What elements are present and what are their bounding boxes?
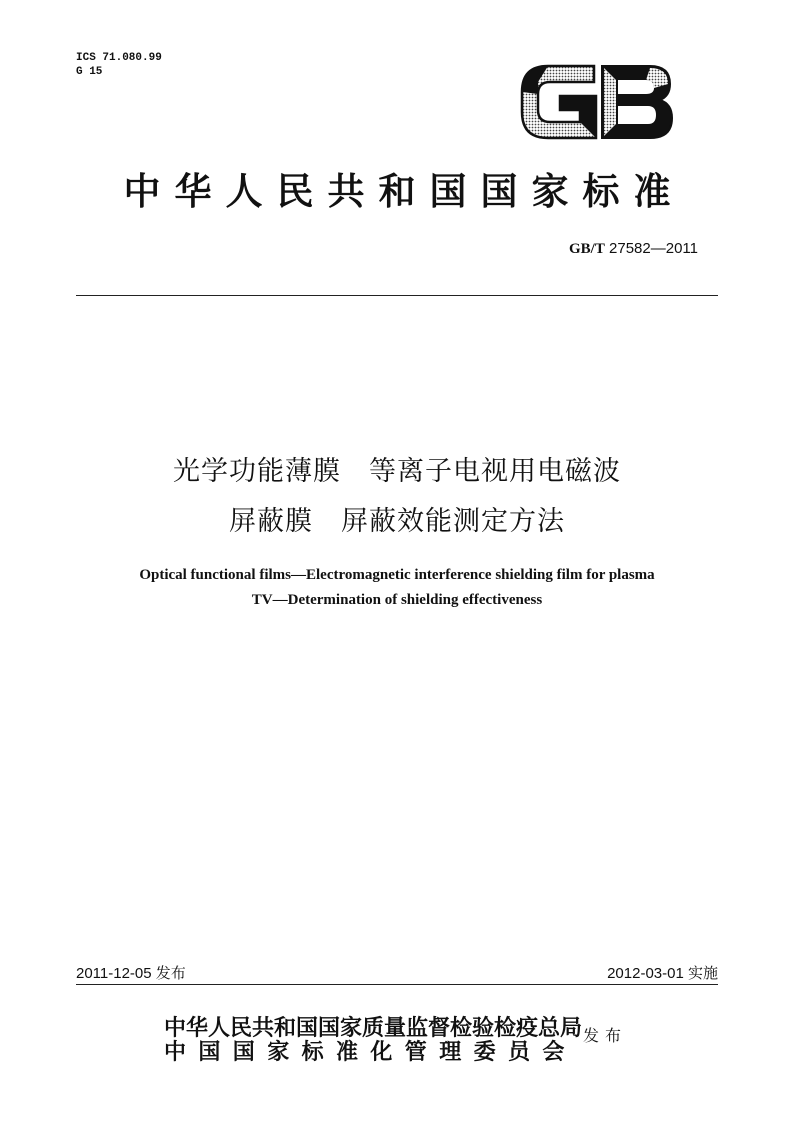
ics-code: ICS 71.080.99 — [76, 52, 162, 64]
gb-logo — [516, 60, 678, 144]
issuer-aqsiq: 中华人民共和国国家质量监督检验检疫总局 — [164, 1015, 583, 1041]
issue-date: 2011-12-05 发布 — [76, 965, 186, 982]
implementation-date: 2012-03-01 实施 — [607, 965, 718, 982]
chinese-title-line-1: 光学功能薄膜 等离子电视用电磁波 — [173, 456, 621, 487]
chinese-title-line-2: 屏蔽膜 屏蔽效能测定方法 — [229, 506, 565, 537]
english-title-line-2: TV—Determination of shielding effectiveness — [251, 592, 543, 608]
national-standard-title: 中华人民共和国国家标准 — [123, 169, 685, 213]
standard-code-prefix: GB/T — [569, 241, 605, 257]
publish-label: 发布 — [583, 1026, 628, 1045]
english-title-line-1: Optical functional films—Electromagnetic interference shielding film for plasma — [139, 567, 655, 583]
standard-code — [569, 240, 698, 258]
top-divider — [76, 295, 718, 296]
bottom-divider — [76, 984, 718, 985]
classification-codes — [76, 51, 162, 79]
issuer-sac: 中国国家标准化管理委员会 — [164, 1039, 577, 1065]
ccs-code: G 15 — [76, 66, 103, 78]
standard-code-number: 27582—2011 — [609, 240, 698, 257]
gb-national-standard-logo-icon — [516, 60, 678, 144]
